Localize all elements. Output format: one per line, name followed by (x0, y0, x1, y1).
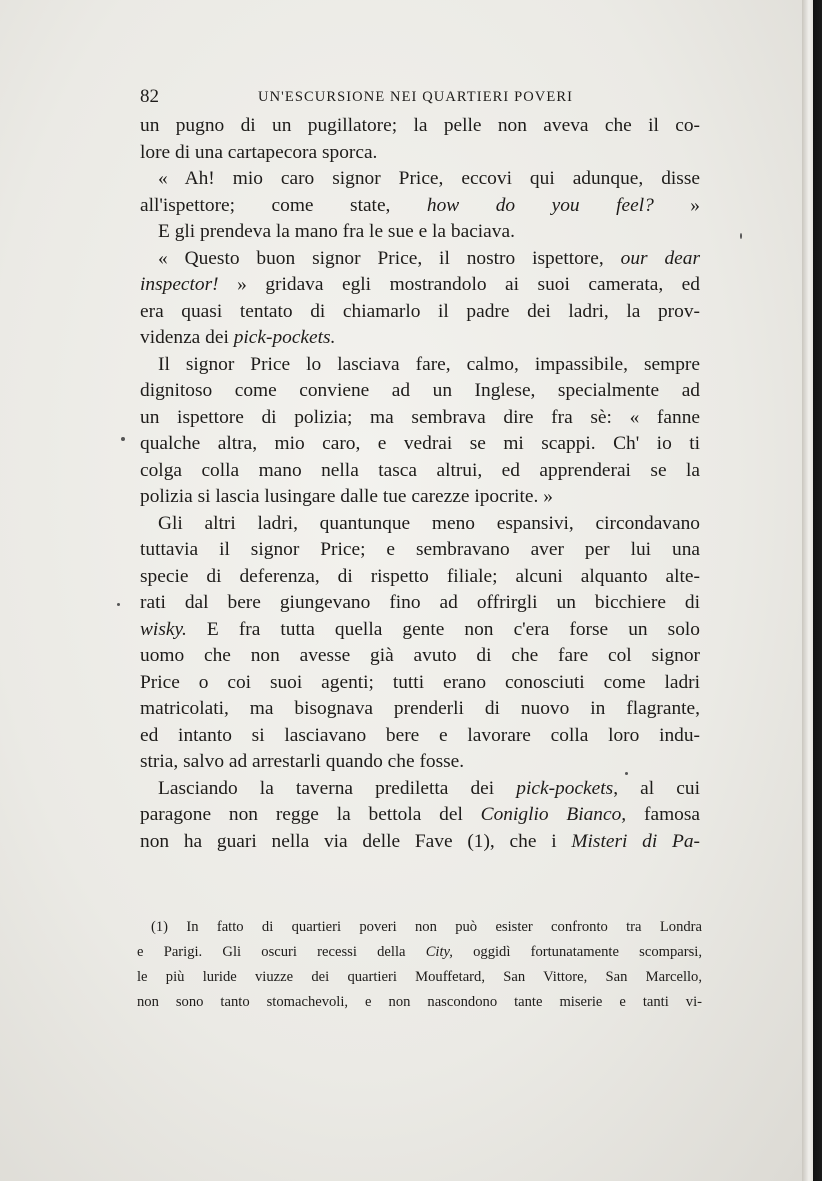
body-text (140, 113, 700, 855)
text-line: polizia si lascia lusingare dalle tue carezze ipocrite. » (140, 486, 553, 507)
ink-speck (740, 233, 742, 239)
footnote-line: e Parigi. Gli oscuri recessi della City, oggidì fortunatamente scomparsi, (137, 944, 702, 960)
text-line: colga colla mano nella tasca altrui, ed apprenderai se la (140, 459, 700, 481)
text-line: un pugno di un pugillatore; la pelle non aveva che il co- (140, 115, 700, 136)
text-line: E gli prendeva la mano fra le sue e la baciava. (158, 221, 515, 242)
text-line: lore di una cartapecora sporca. (140, 141, 378, 163)
footnote-line: le più luride viuzze dei quartieri Mouffetard, San Vittore, San Marcello, (137, 969, 702, 985)
running-head: UN'ESCURSIONE NEI QUARTIERI POVERI (258, 89, 574, 105)
page-edge (802, 0, 822, 1181)
footnote-line: (1) In fatto di quartieri poveri non può esister confronto tra Londra (151, 919, 702, 935)
text-line: Gli altri ladri, quantunque meno espansivi, circondavano (158, 512, 700, 534)
footnote (137, 915, 702, 1015)
footnote-line: non sono tanto stomachevoli, e non nascondono tante miserie e tanti vi- (137, 994, 702, 1010)
text-line: Lasciando la taverna prediletta dei pick-pockets, al cui (158, 777, 700, 799)
text-line: stria, salvo ad arrestarli quando che fosse. (140, 751, 465, 772)
text-line: « Questo buon signor Price, il nostro ispettore, our dear (158, 247, 701, 269)
text-line: paragone non regge la bettola del Coniglio Bianco, famosa (140, 804, 701, 825)
text-line: un ispettore di polizia; ma sembrava dire fra sè: « fanne (140, 406, 700, 428)
text-line: specie di deferenza, di rispetto filiale; alcuni alquanto alte- (140, 565, 700, 587)
text-line: uomo che non avesse già avuto di che fare col signor (140, 645, 700, 666)
text-line: videnza dei pick-pockets. (140, 327, 336, 348)
text-line: tuttavia il signor Price; e sembravano aver per lui una (140, 539, 700, 560)
text-line: matricolati, ma bisognava prenderli di nuovo in flagrante, (140, 698, 700, 719)
text-line: Price o coi suoi agenti; tutti erano conosciuti come ladri (140, 671, 700, 693)
text-line: non ha guari nella via delle Fave (1), che i Misteri di Pa- (140, 830, 700, 852)
text-line: « Ah! mio caro signor Price, eccovi qui adunque, disse (158, 168, 700, 189)
text-line: dignitoso come conviene ad un Inglese, specialmente ad (140, 380, 700, 401)
page-number: 82 (140, 86, 159, 107)
text-line: wisky. E fra tutta quella gente non c'era forse un solo (140, 618, 700, 640)
text-line: era quasi tentato di chiamarlo il padre dei ladri, la prov- (140, 300, 700, 322)
text-line: all'ispettore; come state, how do you feel? » (140, 194, 700, 216)
text-line: qualche altra, mio caro, e vedrai se mi scappi. Ch' io ti (140, 433, 700, 454)
text-line: Il signor Price lo lasciava fare, calmo, impassibile, sempre (158, 353, 700, 375)
ink-speck (625, 772, 628, 775)
page-header (140, 82, 700, 112)
ink-speck (121, 437, 125, 441)
text-line: inspector! » gridava egli mostrandolo ai suoi camerata, ed (140, 274, 700, 295)
text-line: rati dal bere giungevano fino ad offrirgli un bicchiere di (140, 592, 700, 613)
text-line: ed intanto si lasciavano bere e lavorare colla loro indu- (140, 724, 700, 746)
ink-speck (117, 603, 120, 606)
